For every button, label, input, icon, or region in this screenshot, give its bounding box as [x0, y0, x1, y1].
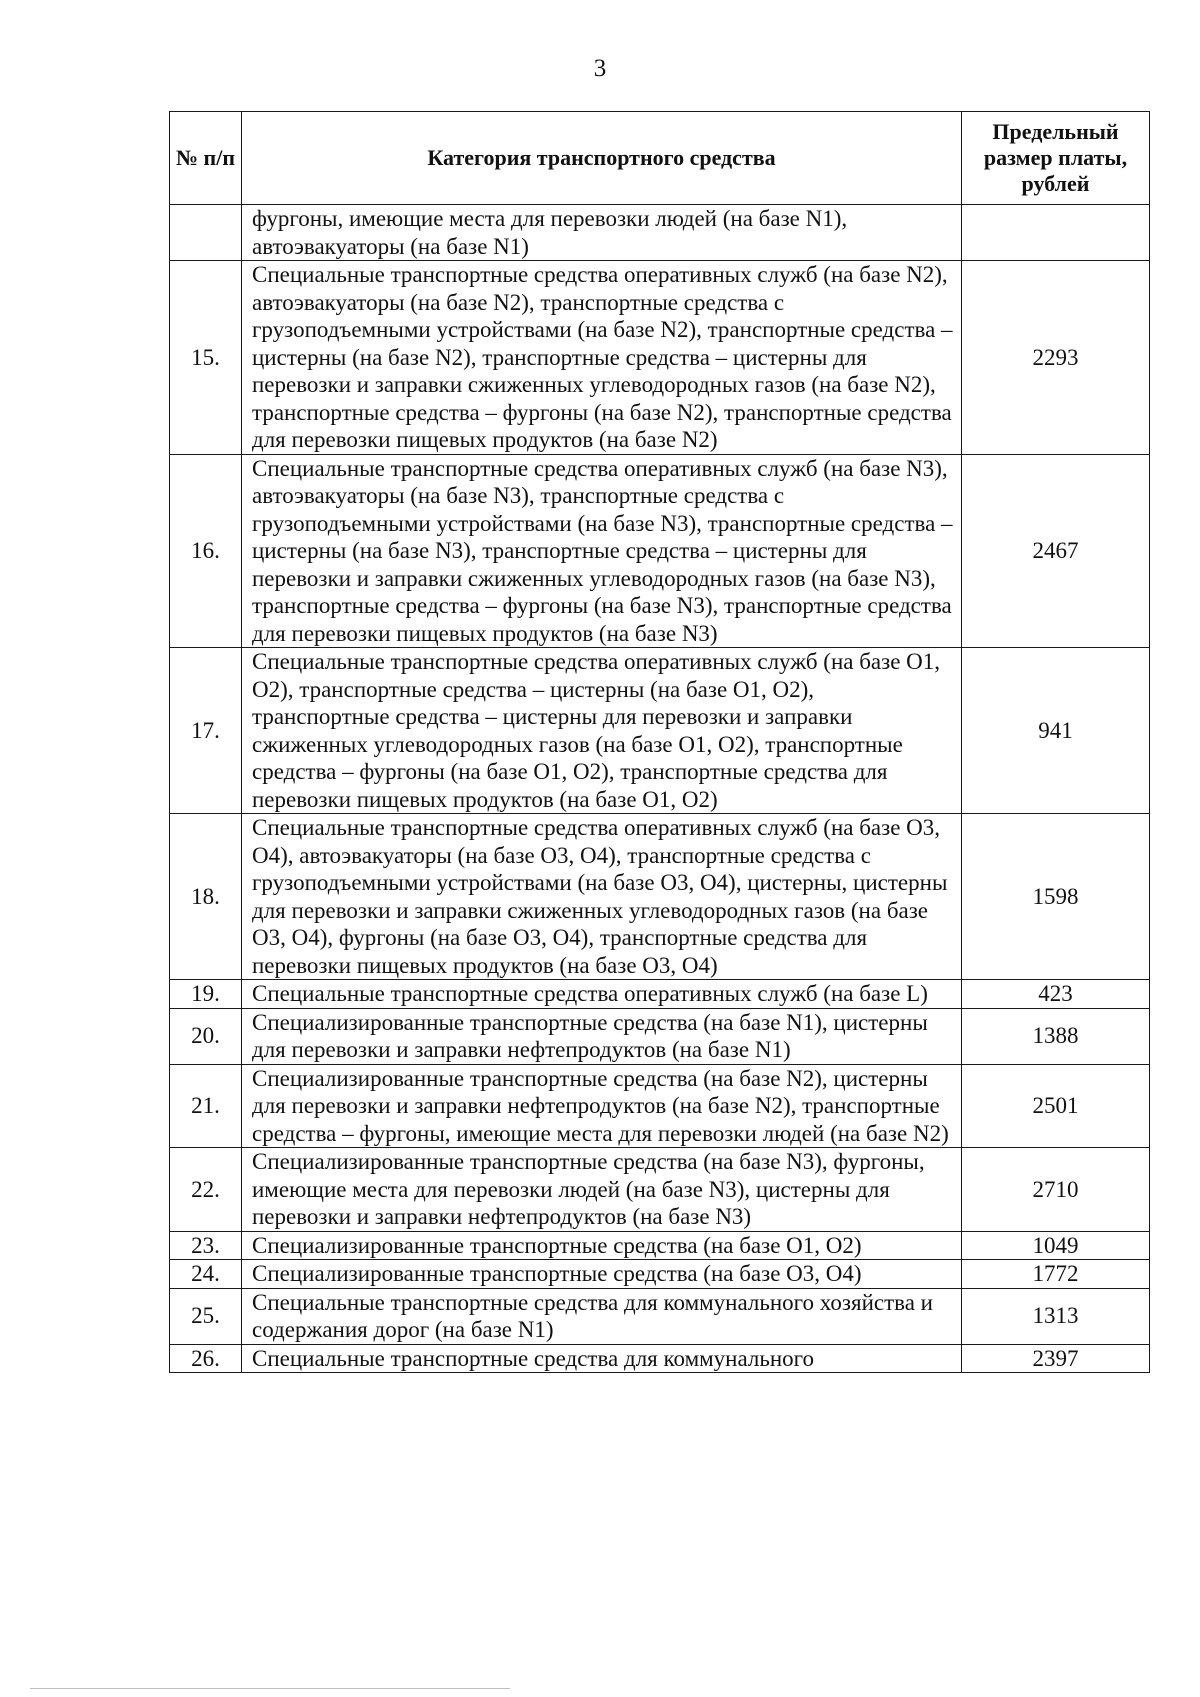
row-number: 19.	[170, 980, 242, 1009]
header-number: № п/п	[170, 112, 242, 205]
row-number: 16.	[170, 454, 242, 648]
row-category: Специальные транспортные средства для коммунального	[242, 1344, 962, 1373]
table-header-row	[170, 112, 1150, 205]
row-category: Специализированные транспортные средства (на базе N1), цистерны для перевозки и заправки нефтепродуктов (на базе N1)	[242, 1008, 962, 1064]
row-fee: 1313	[962, 1288, 1150, 1344]
table-row	[170, 1064, 1150, 1148]
table-row	[170, 1260, 1150, 1289]
row-fee: 2467	[962, 454, 1150, 648]
table-row	[170, 205, 1150, 261]
row-category: Специальные транспортные средства оперативных служб (на базе O1, O2), транспортные средства – цистерны (на базе O1, O2), транспортные средства – цистерны для перевозки и заправки сжиженных углеводородных газов (на базе O1, O2), транспортные средства – фургоны (на базе O1, O2), транспортные средства для перевозки пищевых продуктов (на базе O1, O2)	[242, 648, 962, 814]
table-row	[170, 1231, 1150, 1260]
row-fee: 2293	[962, 261, 1150, 455]
table-row	[170, 454, 1150, 648]
row-category: Специализированные транспортные средства (на базе N2), цистерны для перевозки и заправки нефтепродуктов (на базе N2), транспортные средства – фургоны, имеющие места для перевозки людей (на базе N2)	[242, 1064, 962, 1148]
table-row	[170, 1344, 1150, 1373]
table-row	[170, 261, 1150, 455]
row-category: Специальные транспортные средства оперативных служб (на базе O3, O4), автоэвакуаторы (на базе O3, O4), транспортные средства с грузоподъемными устройствами (на базе O3, O4), цистерны, цистерны для перевозки и заправки сжиженных углеводородных газов (на базе O3, O4), фургоны (на базе O3, O4), транспортные средства для перевозки пищевых продуктов (на базе O3, O4)	[242, 814, 962, 980]
row-category: Специальные транспортные средства оперативных служб (на базе N2), автоэвакуаторы (на базе N2), транспортные средства с грузоподъемными устройствами (на базе N2), транспортные средства – цистерны (на базе N2), транспортные средства – цистерны для перевозки и заправки сжиженных углеводородных газов (на базе N2), транспортные средства – фургоны (на базе N2), транспортные средства для перевозки пищевых продуктов (на базе N2)	[242, 261, 962, 455]
table-row	[170, 648, 1150, 814]
row-fee: 1772	[962, 1260, 1150, 1289]
row-number: 18.	[170, 814, 242, 980]
row-fee: 2501	[962, 1064, 1150, 1148]
row-category: Специализированные транспортные средства (на базе N3), фургоны, имеющие места для перевозки людей (на базе N3), цистерны для перевозки и заправки нефтепродуктов (на базе N3)	[242, 1148, 962, 1232]
row-number: 22.	[170, 1148, 242, 1232]
row-fee: 2397	[962, 1344, 1150, 1373]
row-category: Специальные транспортные средства оперативных служб (на базе L)	[242, 980, 962, 1009]
row-category: фургоны, имеющие места для перевозки людей (на базе N1), автоэвакуаторы (на базе N1)	[242, 205, 962, 261]
table-row	[170, 1148, 1150, 1232]
table-row	[170, 1288, 1150, 1344]
row-fee: 1049	[962, 1231, 1150, 1260]
row-fee: 1388	[962, 1008, 1150, 1064]
header-fee: Предельный размер платы, рублей	[962, 112, 1150, 205]
vehicle-fee-table	[169, 111, 1150, 1373]
table-row	[170, 814, 1150, 980]
scan-edge-rule	[30, 1688, 510, 1689]
row-number	[170, 205, 242, 261]
row-number: 15.	[170, 261, 242, 455]
row-fee: 941	[962, 648, 1150, 814]
header-category: Категория транспортного средства	[242, 112, 962, 205]
table-row	[170, 1008, 1150, 1064]
row-category: Специальные транспортные средства для коммунального хозяйства и содержания дорог (на базе N1)	[242, 1288, 962, 1344]
row-number: 17.	[170, 648, 242, 814]
row-number: 24.	[170, 1260, 242, 1289]
row-fee: 2710	[962, 1148, 1150, 1232]
page-number: 3	[593, 55, 607, 82]
row-category: Специализированные транспортные средства (на базе O3, O4)	[242, 1260, 962, 1289]
row-number: 20.	[170, 1008, 242, 1064]
row-number: 23.	[170, 1231, 242, 1260]
row-category: Специализированные транспортные средства (на базе O1, O2)	[242, 1231, 962, 1260]
row-number: 21.	[170, 1064, 242, 1148]
row-number: 25.	[170, 1288, 242, 1344]
row-fee: 1598	[962, 814, 1150, 980]
row-fee: 423	[962, 980, 1150, 1009]
row-fee	[962, 205, 1150, 261]
row-category: Специальные транспортные средства оперативных служб (на базе N3), автоэвакуаторы (на базе N3), транспортные средства с грузоподъемными устройствами (на базе N3), транспортные средства – цистерны (на базе N3), транспортные средства – цистерны для перевозки и заправки сжиженных углеводородных газов (на базе N3), транспортные средства – фургоны (на базе N3), транспортные средства для перевозки пищевых продуктов (на базе N3)	[242, 454, 962, 648]
table-row	[170, 980, 1150, 1009]
row-number: 26.	[170, 1344, 242, 1373]
